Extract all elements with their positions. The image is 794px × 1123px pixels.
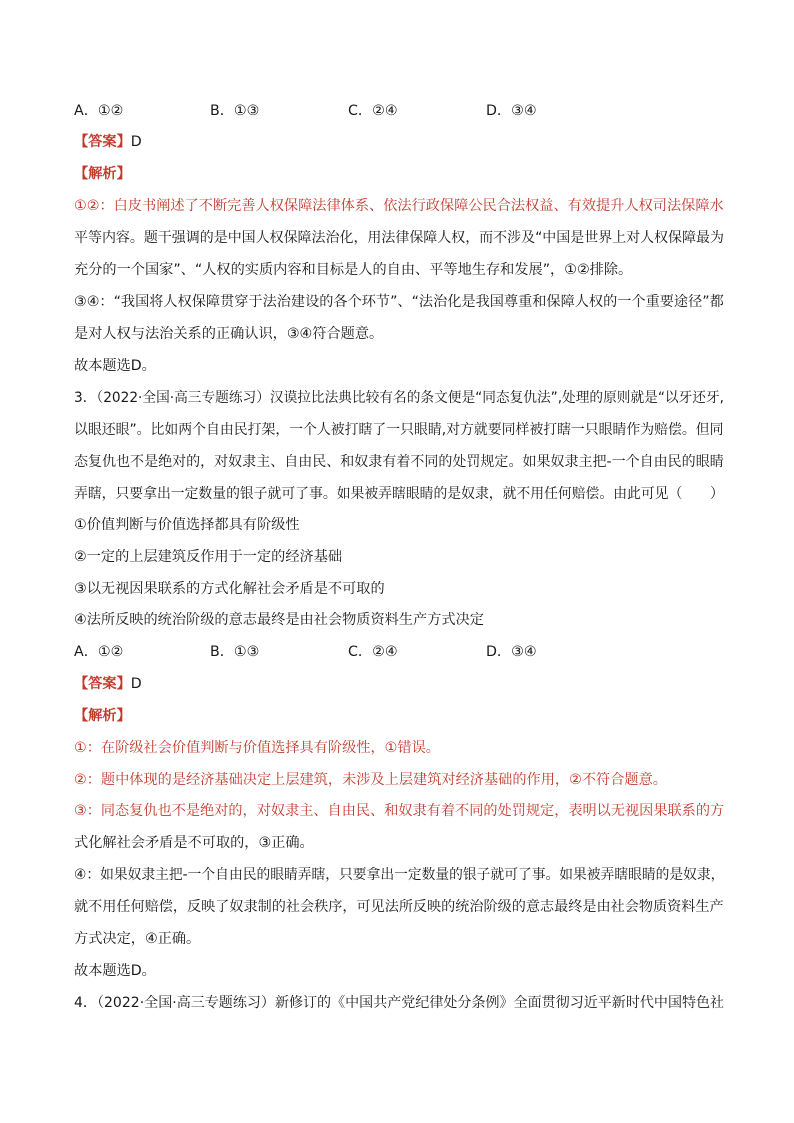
q2-choice-a: A．①② — [74, 103, 124, 119]
q2-choices — [74, 101, 734, 121]
q3-stem-line: 以眼还眼”。比如两个自由民打架，一个人被打瞎了一只眼睛,对方就要同样被打瞎一只眼睛作为赔偿。但同 — [74, 422, 724, 438]
q3-explanation-line: ③：同态复仇也不是绝对的，对奴隶主、自由民、和奴隶有着不同的处罚规定，表明以无视因果联系的方 — [74, 803, 725, 819]
q3-explanation-line: ②：题中体现的是经济基础决定上层建筑，未涉及上层建筑对经济基础的作用，②不符合题意。 — [74, 772, 667, 788]
q2-explanation-line: 平等内容。题干强调的是中国人权保障法治化，用法律保障人权，而不涉及“中国是世界上对人权保障最为 — [74, 230, 724, 246]
q3-stem-line: 态复仇也不是绝对的，对奴隶主、自由民、和奴隶有着不同的处罚规定。如果奴隶主把-一个自由民的眼睛 — [74, 454, 724, 470]
q2-choice-b: B．①③ — [210, 103, 260, 119]
q2-explanation-line: 是对人权与法治关系的正确认识，③④符合题意。 — [74, 326, 384, 342]
q2-explanation-line: ①②：白皮书阐述了不断完善人权保障法律体系、依法行政保障公民合法权益、有效提升人权司法保障水 — [74, 198, 724, 214]
q3-conclusion: 故本题选D。 — [74, 963, 156, 979]
q3-choice-c: C．②④ — [348, 644, 398, 660]
q2-conclusion: 故本题选D。 — [74, 358, 156, 374]
q3-stem-line: 3．（2022·全国·高三专题练习）汉谟拉比法典比较有名的条文便是“同态复仇法”,处理的原则就是“以牙还牙, — [74, 390, 725, 406]
q3-option: ④法所反映的统治阶级的意志最终是由社会物质资料生产方式决定 — [74, 612, 484, 628]
q3-choices — [74, 642, 734, 662]
q3-choice-b: B．①③ — [210, 644, 260, 660]
q2-choice-d: D．③④ — [486, 103, 537, 119]
q2-explanation-line: 充分的一个国家”、“人权的实质内容和目标是人的自由、平等地生存和发展”，①②排除。 — [74, 262, 633, 278]
q3-choice-a: A．①② — [74, 644, 124, 660]
q3-explanation-line: 方式决定，④正确。 — [74, 931, 201, 947]
q2-explanation-line: ③④：“我国将人权保障贯穿于法治建设的各个环节”、“法治化是我国尊重和保障人权的一个重要途径”都 — [74, 294, 724, 310]
q2-answer-tag: 【答案】 — [74, 134, 131, 150]
q3-choice-d: D．③④ — [486, 644, 537, 660]
q3-stem-line: 弄瞎，只要拿出一定数量的银子就可了事。如果被弄瞎眼睛的是奴隶，就不用任何赔偿。由此可见（ ） — [74, 486, 724, 502]
q3-option: ③以无视因果联系的方式化解社会矛盾是不可取的 — [74, 581, 385, 597]
q2-analysis-tag: 【解析】 — [74, 166, 131, 182]
q3-answer-tag: 【答案】 — [74, 676, 131, 692]
q2-answer — [74, 132, 142, 152]
q3-explanation-line: ①：在阶级社会价值判断与价值选择具有阶级性，①错误。 — [74, 740, 440, 756]
q3-explanation-line: 式化解社会矛盾是不可取的，③正确。 — [74, 835, 314, 851]
q3-answer — [74, 674, 142, 694]
q3-option: ①价值判断与价值选择都具有阶级性 — [74, 517, 300, 533]
q2-answer-value: D — [130, 134, 142, 150]
q4-stem-line: 4．（2022·全国·高三专题练习）新修订的《中国共产党纪律处分条例》全面贯彻习近平新时代中国特色社 — [74, 995, 725, 1011]
q3-answer-value: D — [130, 676, 142, 692]
q3-explanation-line: ④：如果奴隶主把-一个自由民的眼睛弄瞎，只要拿出一定数量的银子就可了事。如果被弄瞎眼睛的是奴隶， — [74, 867, 725, 883]
q3-option: ②一定的上层建筑反作用于一定的经济基础 — [74, 549, 343, 565]
q3-explanation-line: 就不用任何赔偿，反映了奴隶制的社会秩序，可见法所反映的统治阶级的意志最终是由社会物质资料生产 — [74, 899, 724, 915]
q2-choice-c: C．②④ — [348, 103, 398, 119]
q3-analysis-tag: 【解析】 — [74, 708, 131, 724]
